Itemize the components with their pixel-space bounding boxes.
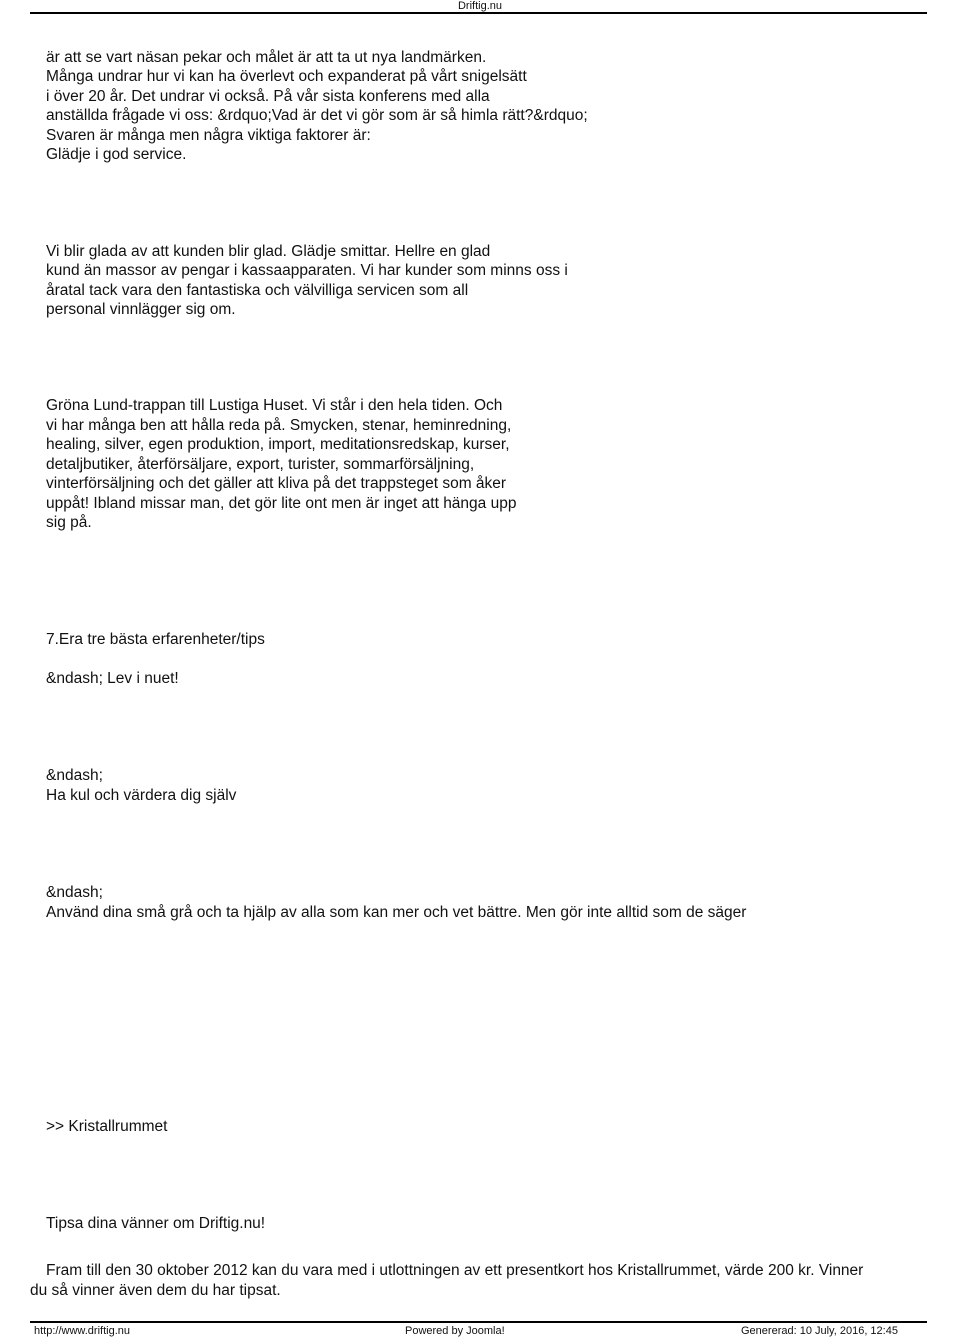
tip-item: Använd dina små grå och ta hjälp av alla som kan mer och vet bättre. Men gör inte alltid som de säger [46, 904, 747, 921]
kristallrummet-link[interactable]: >> Kristallrummet [46, 1118, 168, 1135]
tips-heading: 7.Era tre bästa erfarenheter/tips [46, 631, 265, 648]
paragraph1-line: anställda frågade vi oss: &rdquo;Vad är det vi gör som är så himla rätt?&rdquo; [46, 107, 588, 124]
promo-line: Fram till den 30 oktober 2012 kan du vara med i utlottningen av ett presentkort hos Kristallrummet, värde 200 kr. Vinner [46, 1262, 864, 1279]
share-heading: Tipsa dina vänner om Driftig.nu! [46, 1215, 266, 1232]
paragraph3-line: detaljbutiker, återförsäljare, export, turister, sommarförsäljning, [46, 456, 475, 473]
footer-rule [30, 1321, 927, 1323]
header-rule [30, 12, 927, 14]
paragraph3-line: vinterförsäljning och det gäller att kliva på det trappsteget som åker [46, 475, 507, 492]
paragraph1-line: i över 20 år. Det undrar vi också. På vår sista konferens med alla [46, 88, 490, 105]
paragraph2-line: personal vinnlägger sig om. [46, 301, 236, 318]
tip-item: Ha kul och värdera dig själv [46, 787, 237, 804]
paragraph3-line: healing, silver, egen produktion, import, meditationsredskap, kurser, [46, 436, 510, 453]
paragraph1-line: är att se vart näsan pekar och målet är att ta ut nya landmärken. [46, 49, 487, 66]
paragraph3-line: Gröna Lund-trappan till Lustiga Huset. Vi står i den hela tiden. Och [46, 397, 503, 414]
paragraph3-line: sig på. [46, 514, 92, 531]
tip-dash: &ndash; [46, 884, 103, 901]
promo-line: du så vinner även dem du har tipsat. [30, 1281, 281, 1299]
paragraph1-line: Många undrar hur vi kan ha överlevt och expanderat på vårt snigelsätt [46, 68, 527, 85]
paragraph1-line: Svaren är många men några viktiga faktorer är: [46, 127, 371, 144]
paragraph2-line: åratal tack vara den fantastiska och välvilliga servicen som all [46, 282, 469, 299]
footer-generated: Genererad: 10 July, 2016, 12:45 [741, 1325, 898, 1337]
paragraph2-line: Vi blir glada av att kunden blir glad. Glädje smittar. Hellre en glad [46, 243, 491, 260]
tip-dash: &ndash; [46, 767, 103, 784]
paragraph3-line: vi har många ben att hålla reda på. Smycken, stenar, heminredning, [46, 417, 512, 434]
page-header-site: Driftig.nu [457, 0, 503, 12]
footer-powered: Powered by Joomla! [405, 1325, 505, 1337]
paragraph2-line: kund än massor av pengar i kassaapparaten. Vi har kunder som minns oss i [46, 262, 568, 279]
promo-text [30, 1261, 940, 1300]
footer-url-link[interactable]: http://www.driftig.nu [34, 1325, 130, 1337]
paragraph1-line: Glädje i god service. [46, 146, 187, 163]
paragraph3-line: uppåt! Ibland missar man, det gör lite ont men är inget att hänga upp [46, 495, 517, 512]
tip-item: &ndash; Lev i nuet! [46, 670, 179, 687]
